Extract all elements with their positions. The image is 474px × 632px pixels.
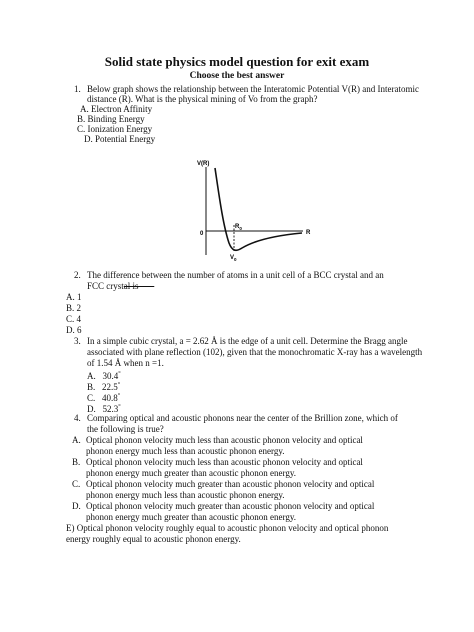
option-b-letter: B. <box>72 457 81 467</box>
option-c: C. Ionization Energy <box>77 124 153 134</box>
option-a: A. 30.4° <box>87 371 121 381</box>
instruction-text: Choose the best answer <box>189 71 285 81</box>
option-a: A. Electron Affinity <box>80 104 153 114</box>
v0-label: $V_0$ <box>230 255 237 262</box>
option-b: B. 22.5° <box>87 382 121 392</box>
page-title: Solid state physics model question for exit exam <box>104 54 370 69</box>
option-a: A. 1 <box>66 292 82 302</box>
question-text: associated with plane reflection (102), given that the monochromatic X-ray has a wavelength <box>87 347 423 357</box>
potential-energy-graph <box>190 155 325 265</box>
option-b: Optical phonon velocity much less than acoustic phonon velocity and optical <box>86 457 363 467</box>
question-number: 2. <box>74 270 81 280</box>
question-text: of 1.54 Å when n =1. <box>87 358 164 368</box>
question-number: 4. <box>74 413 81 423</box>
option-c: Optical phonon velocity much greater than acoustic phonon velocity and optical <box>86 479 375 489</box>
option-d: D. 6 <box>66 325 82 335</box>
option-d: phonon energy much greater than acoustic phonon energy. <box>86 512 297 522</box>
option-d: D. Potential Energy <box>84 134 156 144</box>
question-text: Below graph shows the relationship between the Interatomic Potential V(R) and Interatomic <box>87 84 419 94</box>
option-c: C. 4 <box>66 314 82 324</box>
option-e: E) Optical phonon velocity roughly equal to acoustic phonon velocity and optical phonon <box>66 523 389 533</box>
x-axis-label: R <box>306 230 311 236</box>
question-text: FCC crystal is <box>87 281 154 292</box>
question-number: 1. <box>74 84 81 94</box>
option-b: B. Binding Energy <box>77 114 145 124</box>
option-b: B. 2 <box>66 303 82 313</box>
option-a-letter: A. <box>72 435 81 445</box>
blank-line <box>139 281 155 291</box>
option-a: phonon energy much less than acoustic phonon energy. <box>86 446 285 456</box>
question-text: In a simple cubic crystal, a = 2.62 Å is the edge of a unit cell. Determine the Bragg angle <box>87 336 408 346</box>
option-c-letter: C. <box>72 479 81 489</box>
option-e: energy roughly equal to acoustic phonon energy. <box>66 534 241 544</box>
question-text: the following is true? <box>87 424 164 434</box>
potential-curve <box>215 168 302 250</box>
origin-label: 0 <box>200 231 204 237</box>
struck-text: al is <box>123 281 139 291</box>
question-text: Comparing optical and acoustic phonons near the center of the Brillion zone, which of <box>87 413 398 423</box>
option-d: D. 52.3° <box>87 404 121 414</box>
question-number: 3. <box>74 336 81 346</box>
option-c: phonon energy much less than acoustic phonon energy. <box>86 490 285 500</box>
y-axis-label: V(R) <box>197 161 210 167</box>
option-c: C. 40.8° <box>87 393 121 403</box>
option-d-letter: D. <box>72 501 81 511</box>
question-text: The difference between the number of atoms in a unit cell of a BCC crystal and an <box>87 270 384 280</box>
option-d: Optical phonon velocity much greater than acoustic phonon velocity and optical <box>86 501 375 511</box>
option-b: phonon energy much greater than acoustic phonon energy. <box>86 468 297 478</box>
question-text: distance (R). What is the physical mining of Vo from the graph? <box>87 94 318 104</box>
r0-label: $R_0$ <box>235 224 242 231</box>
option-a: Optical phonon velocity much less than acoustic phonon velocity and optical <box>86 435 363 445</box>
